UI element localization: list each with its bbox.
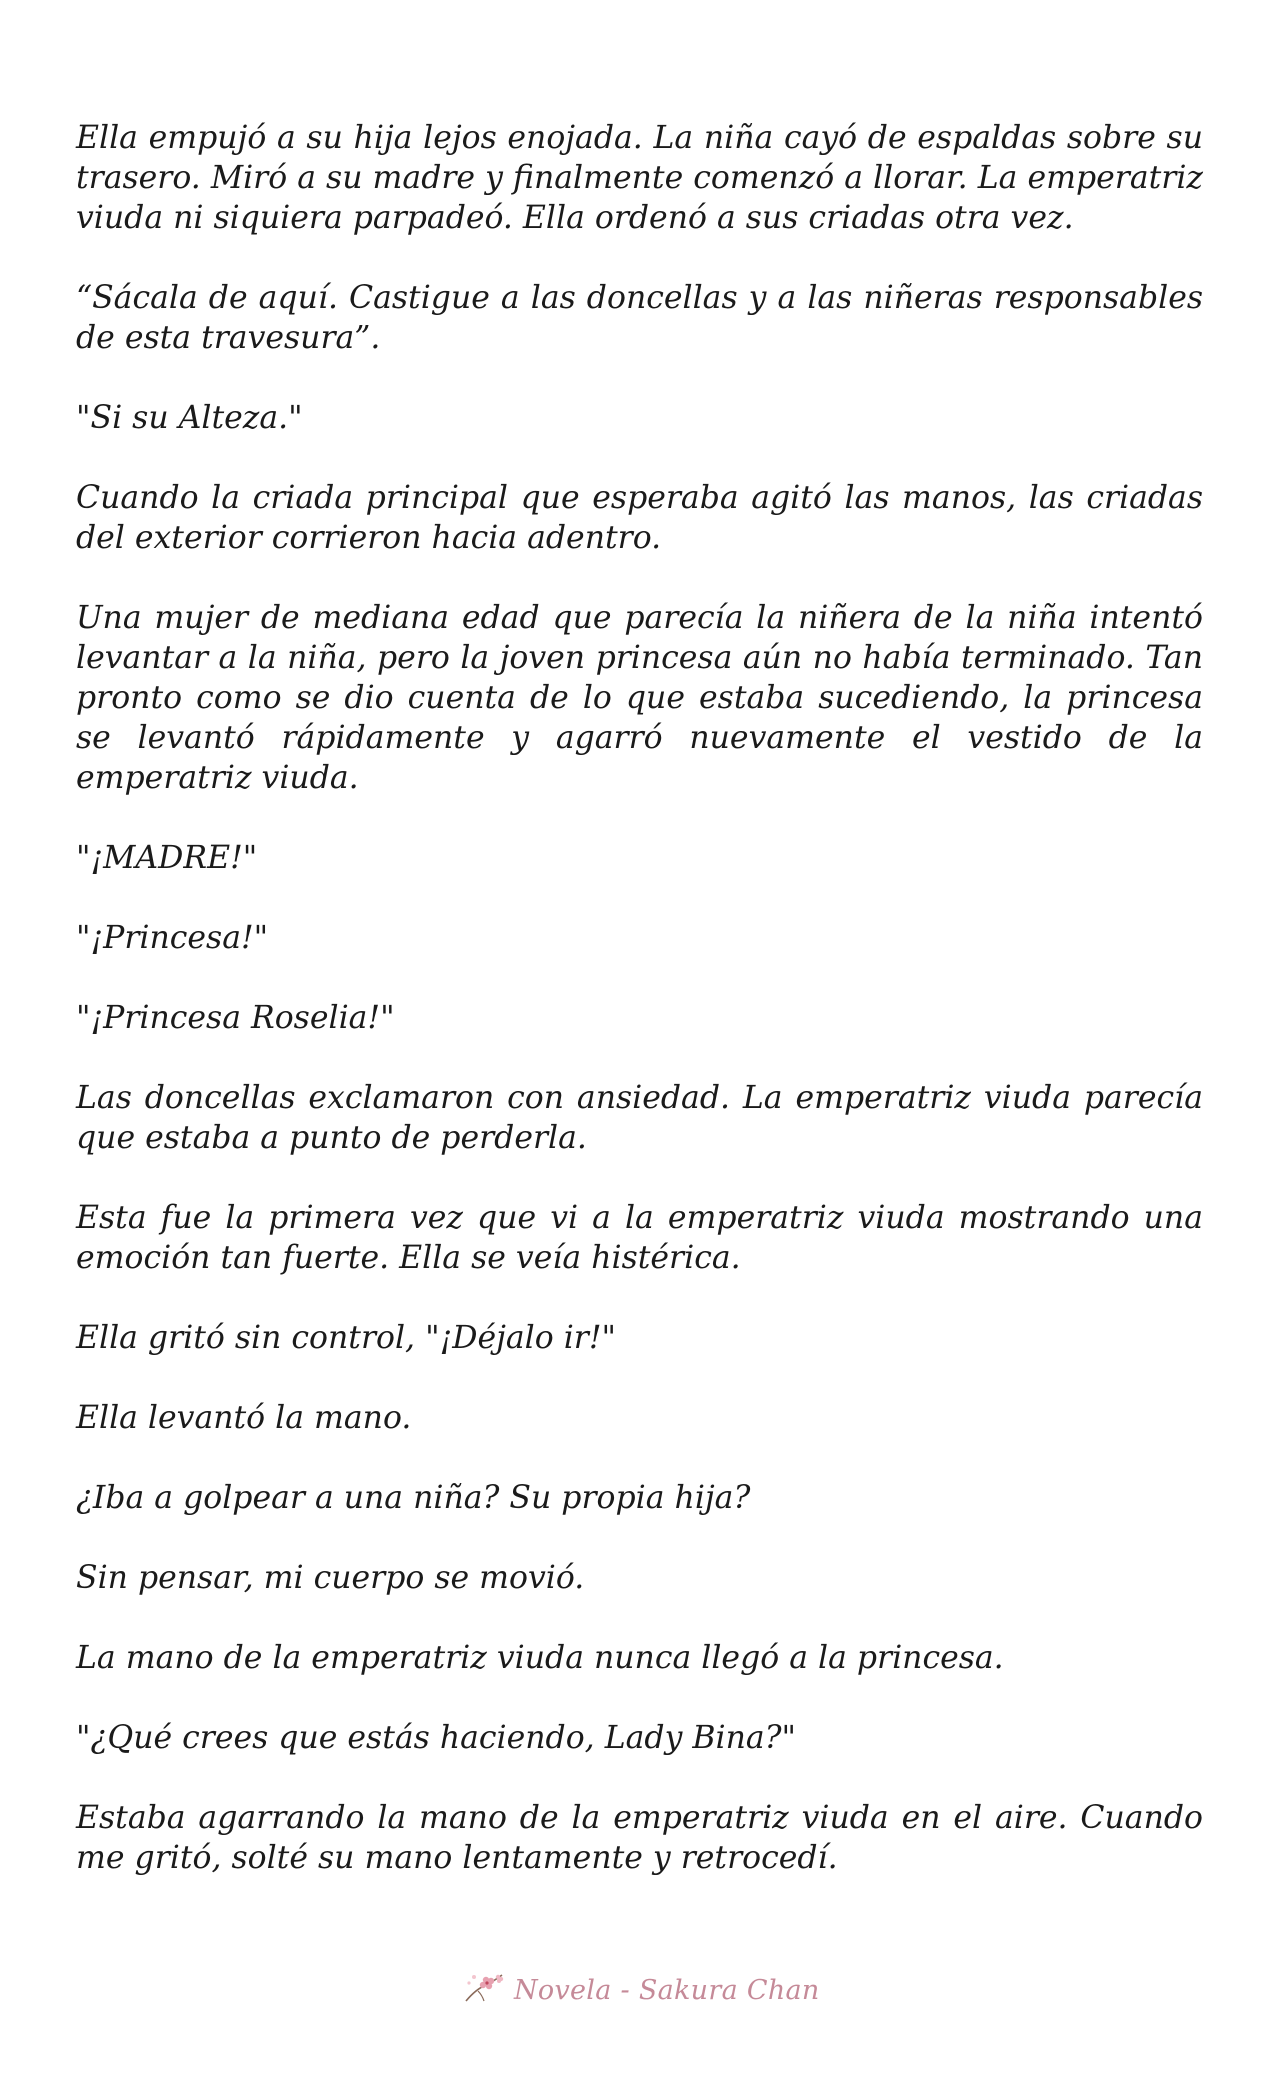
paragraph: Una mujer de mediana edad que parecía la niñera de la niña intentó levantar a la niña, pero la joven princesa aún no había terminado. Tan pronto como se dio cuenta de lo que estaba sucediendo, la princesa se levantó rápidamente y agarró nuevamente el vestido de la emperatriz viuda.	[76, 600, 1203, 796]
paragraph: "¡Princesa!"	[76, 920, 269, 956]
paragraph: "¡Princesa Roselia!"	[76, 1000, 395, 1036]
paragraph: La mano de la emperatriz viuda nunca llegó a la princesa.	[76, 1640, 1004, 1676]
paragraph: "¡MADRE!"	[76, 840, 258, 876]
paragraph: Cuando la criada principal que esperaba agitó las manos, las criadas del exterior corrieron hacia adentro.	[76, 480, 1203, 556]
watermark	[462, 1970, 820, 2010]
paragraph: Esta fue la primera vez que vi a la emperatriz viuda mostrando una emoción tan fuerte. Ella se veía histérica.	[76, 1200, 1203, 1276]
paragraph: "¿Qué crees que estás haciendo, Lady Bina?"	[76, 1720, 797, 1756]
paragraph: Ella levantó la mano.	[76, 1400, 412, 1436]
paragraph: Ella empujó a su hija lejos enojada. La niña cayó de espaldas sobre su trasero. Miró a su madre y finalmente comenzó a llorar. La emperatriz viuda ni siquiera parpadeó. Ella ordenó a sus criadas otra vez.	[76, 120, 1203, 236]
paragraph: Las doncellas exclamaron con ansiedad. La emperatriz viuda parecía que estaba a punto de perderla.	[76, 1080, 1203, 1156]
paragraph: “Sácala de aquí. Castigue a las doncellas y a las niñeras responsables de esta travesura”.	[76, 280, 1203, 356]
paragraph: "Si su Alteza."	[76, 400, 303, 436]
paragraph: Estaba agarrando la mano de la emperatriz viuda en el aire. Cuando me gritó, solté su mano lentamente y retrocedí.	[76, 1800, 1203, 1876]
cherry-blossom-icon	[462, 1971, 504, 2010]
paragraph: Ella gritó sin control, "¡Déjalo ir!"	[76, 1320, 617, 1356]
paragraph: Sin pensar, mi cuerpo se movió.	[76, 1560, 585, 1596]
watermark-text: Novela - Sakura Chan	[514, 1974, 820, 2006]
chapter-text	[76, 118, 1203, 1878]
paragraph: ¿Iba a golpear a una niña? Su propia hija?	[76, 1480, 751, 1516]
